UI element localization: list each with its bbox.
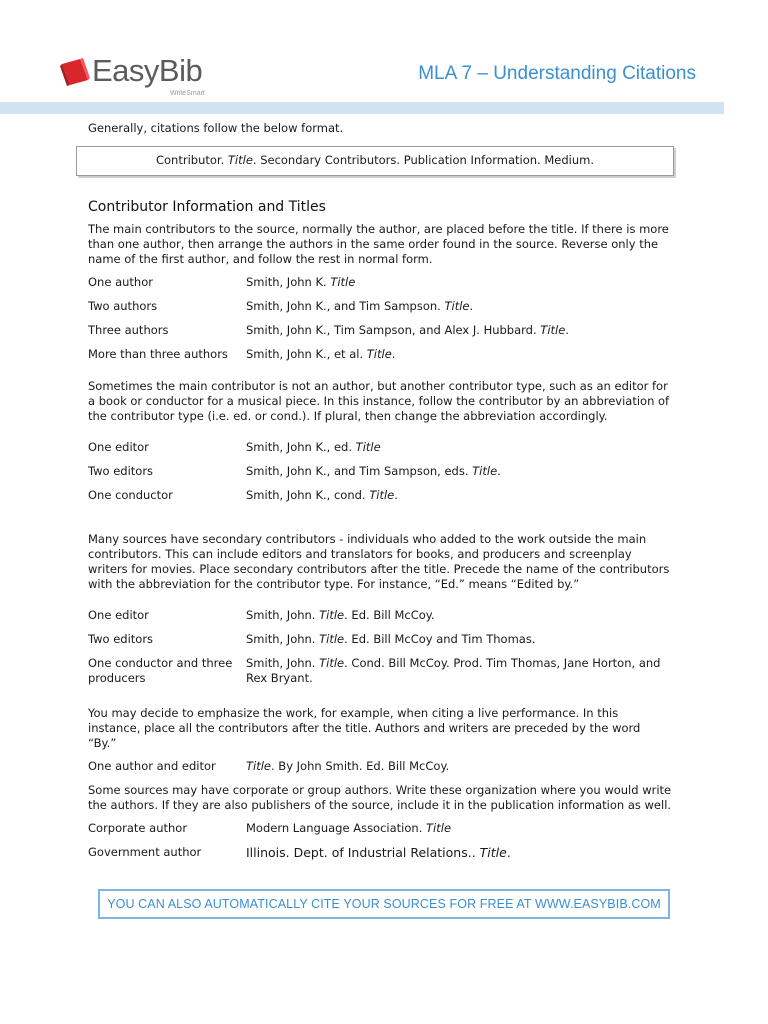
- example-row: [88, 759, 672, 783]
- corporate-examples: [88, 821, 672, 869]
- easybib-cta-banner[interactable]: YOU CAN ALSO AUTOMATICALLY CITE YOUR SOURCES FOR FREE AT WWW.EASYBIB.COM: [98, 889, 670, 919]
- format-part: Contributor.: [155, 153, 228, 167]
- example-row: [88, 488, 672, 512]
- example-citation: Smith, John. Title. Cond. Bill McCoy. Prod. Tim Thomas, Jane Horton, and Rex Bryant.: [246, 656, 661, 685]
- example-citation: Smith, John. Title. Ed. Bill McCoy.: [246, 608, 435, 622]
- paragraph-authors: The main contributors to the source, normally the author, are placed before the title. If there is more than one author, then arrange the authors in the same order found in the source. Reverse only the name of the first author, and follow the rest in normal form.: [88, 222, 669, 266]
- example-label: Three authors: [88, 323, 169, 337]
- paragraph-contributor-types: Sometimes the main contributor is not an author, but another contributor type, such as an editor for a book or conductor for a musical piece. In this instance, follow the contributor by an abbreviation of the contributor type (i.e. ed. or cond.). If plural, then change the abbreviation accordingly.: [88, 379, 670, 423]
- example-citation: Smith, John K., cond. Title.: [246, 488, 398, 502]
- example-label: One author and editor: [88, 759, 216, 773]
- example-citation: Modern Language Association. Title: [246, 821, 452, 835]
- example-row: [88, 440, 672, 464]
- example-label: Corporate author: [88, 821, 188, 835]
- format-part: . Secondary Contributors. Publication Information. Medium.: [252, 153, 594, 167]
- example-citation: Smith, John. Title. Ed. Bill McCoy and Tim Thomas.: [246, 632, 536, 646]
- example-citation: Smith, John K., and Tim Sampson, eds. Title.: [246, 464, 501, 478]
- example-row: [88, 632, 672, 656]
- document-body: [88, 120, 672, 869]
- example-label: More than three authors: [88, 347, 228, 361]
- example-row: [88, 275, 672, 299]
- citation-format-box: [76, 146, 674, 176]
- example-row: [88, 347, 672, 371]
- example-citation: Smith, John K., Tim Sampson, and Alex J. Hubbard. Title.: [246, 323, 569, 337]
- format-title: Title: [227, 153, 253, 167]
- example-citation: Title. By John Smith. Ed. Bill McCoy.: [246, 759, 450, 773]
- example-citation: Smith, John K., and Tim Sampson. Title.: [246, 299, 474, 313]
- example-label: One author: [88, 275, 153, 289]
- example-citation: Smith, John K., ed. Title: [246, 440, 381, 454]
- header-divider-bar: [0, 102, 724, 114]
- example-label: One conductor and three producers: [88, 656, 233, 685]
- example-label: Two editors: [88, 632, 154, 646]
- editors-examples: [88, 440, 672, 512]
- example-row: [88, 845, 672, 869]
- example-citation: Smith, John K. Title: [246, 275, 356, 289]
- document-title: MLA 7 – Understanding Citations: [418, 63, 696, 84]
- authors-examples: [88, 275, 672, 371]
- example-row: [88, 299, 672, 323]
- secondary-examples: [88, 608, 672, 692]
- example-label: One conductor: [88, 488, 173, 502]
- logo-wordmark: EasyBib: [92, 53, 203, 88]
- logo-tagline: WriteSmart: [170, 90, 205, 97]
- paragraph-secondary-contributors: Many sources have secondary contributors - individuals who added to the work outside the main contributors. This can include editors and translators for books, and producers and screenplay writers for movies. Place secondary contributors after the title. Precede the name of the contributors with the abbreviation for the contributor type. For instance, “Ed.” means “Edited by.”: [88, 532, 670, 591]
- example-row: [88, 464, 672, 488]
- example-label: One editor: [88, 440, 149, 454]
- example-label: Government author: [88, 845, 202, 859]
- page-header: [0, 0, 768, 116]
- example-row: [88, 821, 672, 845]
- example-label: One editor: [88, 608, 149, 622]
- paragraph-corporate-authors: Some sources may have corporate or group authors. Write these organization where you would write the authors. If they are also publishers of the source, include it in the publication information as well.: [88, 783, 672, 812]
- intro-text: Generally, citations follow the below format.: [88, 121, 344, 135]
- paragraph-emphasize-work: You may decide to emphasize the work, for example, when citing a live performance. In this instance, place all the contributors after the title. Authors and writers are preceded by the word “By.”: [88, 706, 641, 750]
- example-row: [88, 608, 672, 632]
- example-row: [88, 656, 672, 692]
- example-label: Two editors: [88, 464, 154, 478]
- example-label: Two authors: [88, 299, 158, 313]
- example-row: [88, 323, 672, 347]
- book-logo-icon: [60, 56, 90, 86]
- example-citation: Smith, John K., et al. Title.: [246, 347, 396, 361]
- section-heading: Contributor Information and Titles: [88, 199, 326, 215]
- example-citation: Illinois. Dept. of Industrial Relations.. Title.: [246, 845, 511, 860]
